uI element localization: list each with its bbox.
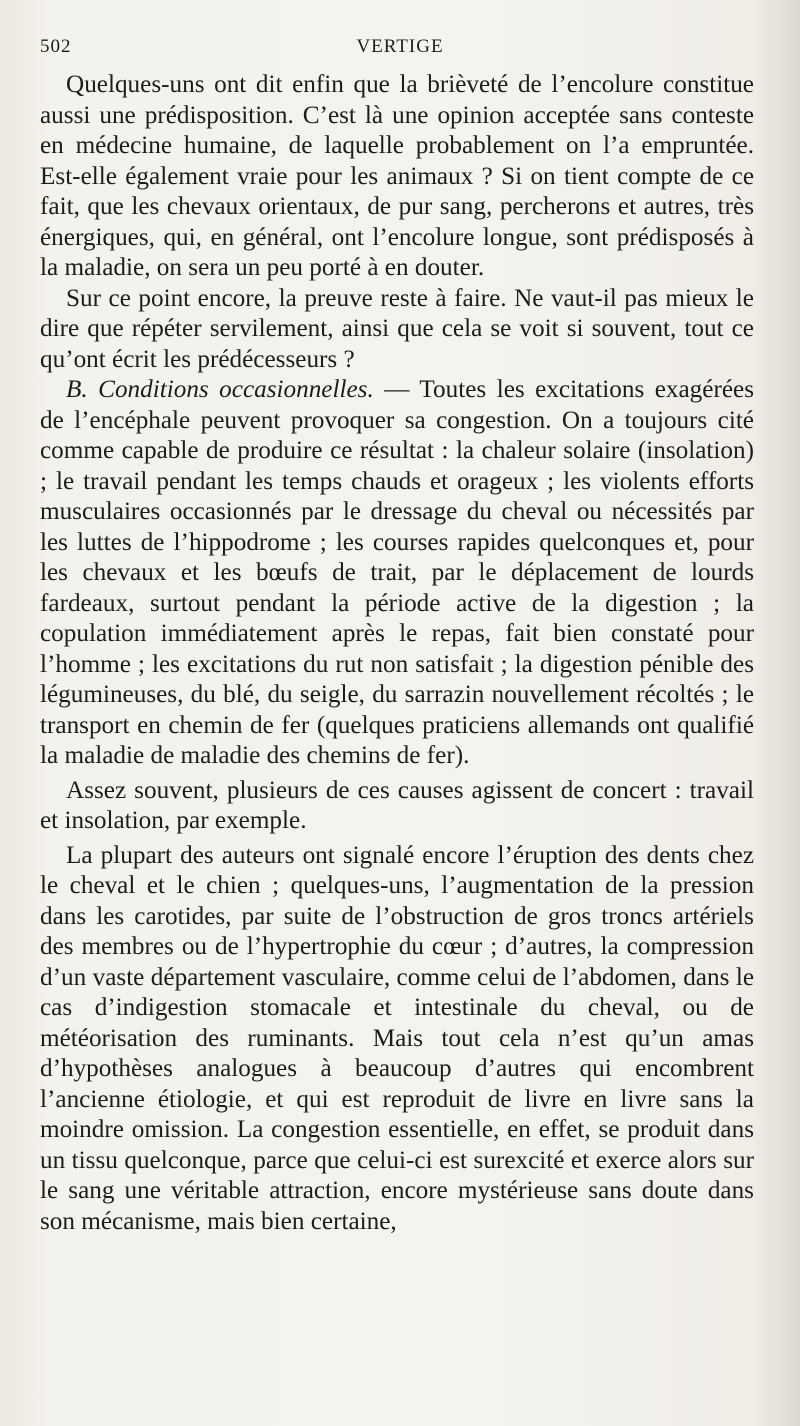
paragraph-4: Assez souvent, plusieurs de ces causes agissent de concert : travail et insolation, par exemple.	[40, 776, 754, 834]
paragraph-2: Sur ce point encore, la preuve reste à faire. Ne vaut-il pas mieux le dire que répéter servilement, ainsi que cela se voit si souvent, tout ce qu’ont écrit les prédécesseurs ?	[40, 284, 754, 373]
page-number: 502	[40, 36, 72, 57]
paragraph-3	[40, 375, 754, 772]
page-body	[40, 70, 754, 1237]
section-heading: B. Conditions occasionnelles.	[66, 376, 374, 403]
paragraph-3-text: — Toutes les excitations exagérées de l’encéphale peuvent provoquer sa congestion. On a toujours cité comme capable de produire ce résultat : la chaleur solaire (insolation) ; le travail pendant les temps chauds et orageux ; les violents efforts musculaires occasionnés par le dressage du cheval ou nécessités par les luttes de l’hippodrome ; les courses rapides quelconques et, pour les chevaux et les bœufs de trait, par le déplacement de lourds fardeaux, surtout pendant la période active de la digestion ; la copulation immédiatement après le repas, fait bien constaté pour l’homme ; les excitations du rut non satisfait ; la digestion pénible des légumineuses, du blé, du seigle, du sarrazin nouvellement récoltés ; le transport en chemin de fer (quelques praticiens allemands ont qualifié la maladie de maladie des chemins de fer).	[40, 376, 754, 769]
running-title: VERTIGE	[356, 36, 444, 57]
paragraph-1: Quelques-uns ont dit enfin que la brièveté de l’encolure constitue aussi une prédisposition. C’est là une opinion acceptée sans conteste en médecine humaine, de laquelle probablement on l’a empruntée. Est-elle également vraie pour les animaux ? Si on tient compte de ce fait, que les chevaux orientaux, de pur sang, percherons et autres, très énergiques, qui, en général, ont l’encolure longue, sont prédisposés à la maladie, on sera un peu porté à en douter.	[40, 71, 754, 281]
paragraph-5: La plupart des auteurs ont signalé encore l’éruption des dents chez le cheval et le chien ; quelques-uns, l’augmentation de la pression dans les carotides, par suite de l’obstruction de gros troncs artériels des membres ou de l’hypertrophie du cœur ; d’autres, la compression d’un vaste département vasculaire, comme celui de l’abdomen, dans le cas d’indigestion stomacale et intestinale du cheval, ou de météorisation des ruminants. Mais tout cela n’est qu’un amas d’hypothèses analogues à beaucoup d’autres qui encombrent l’ancienne étiologie, et qui est reproduit de livre en livre sans la moindre omission. La congestion essentielle, en effet, se produit dans un tissu quelconque, parce que celui-ci est surexcité et exerce alors sur le sang une véritable attraction, encore mystérieuse sans doute dans son mécanisme, mais bien certaine,	[40, 841, 754, 1235]
page-header	[40, 36, 760, 62]
